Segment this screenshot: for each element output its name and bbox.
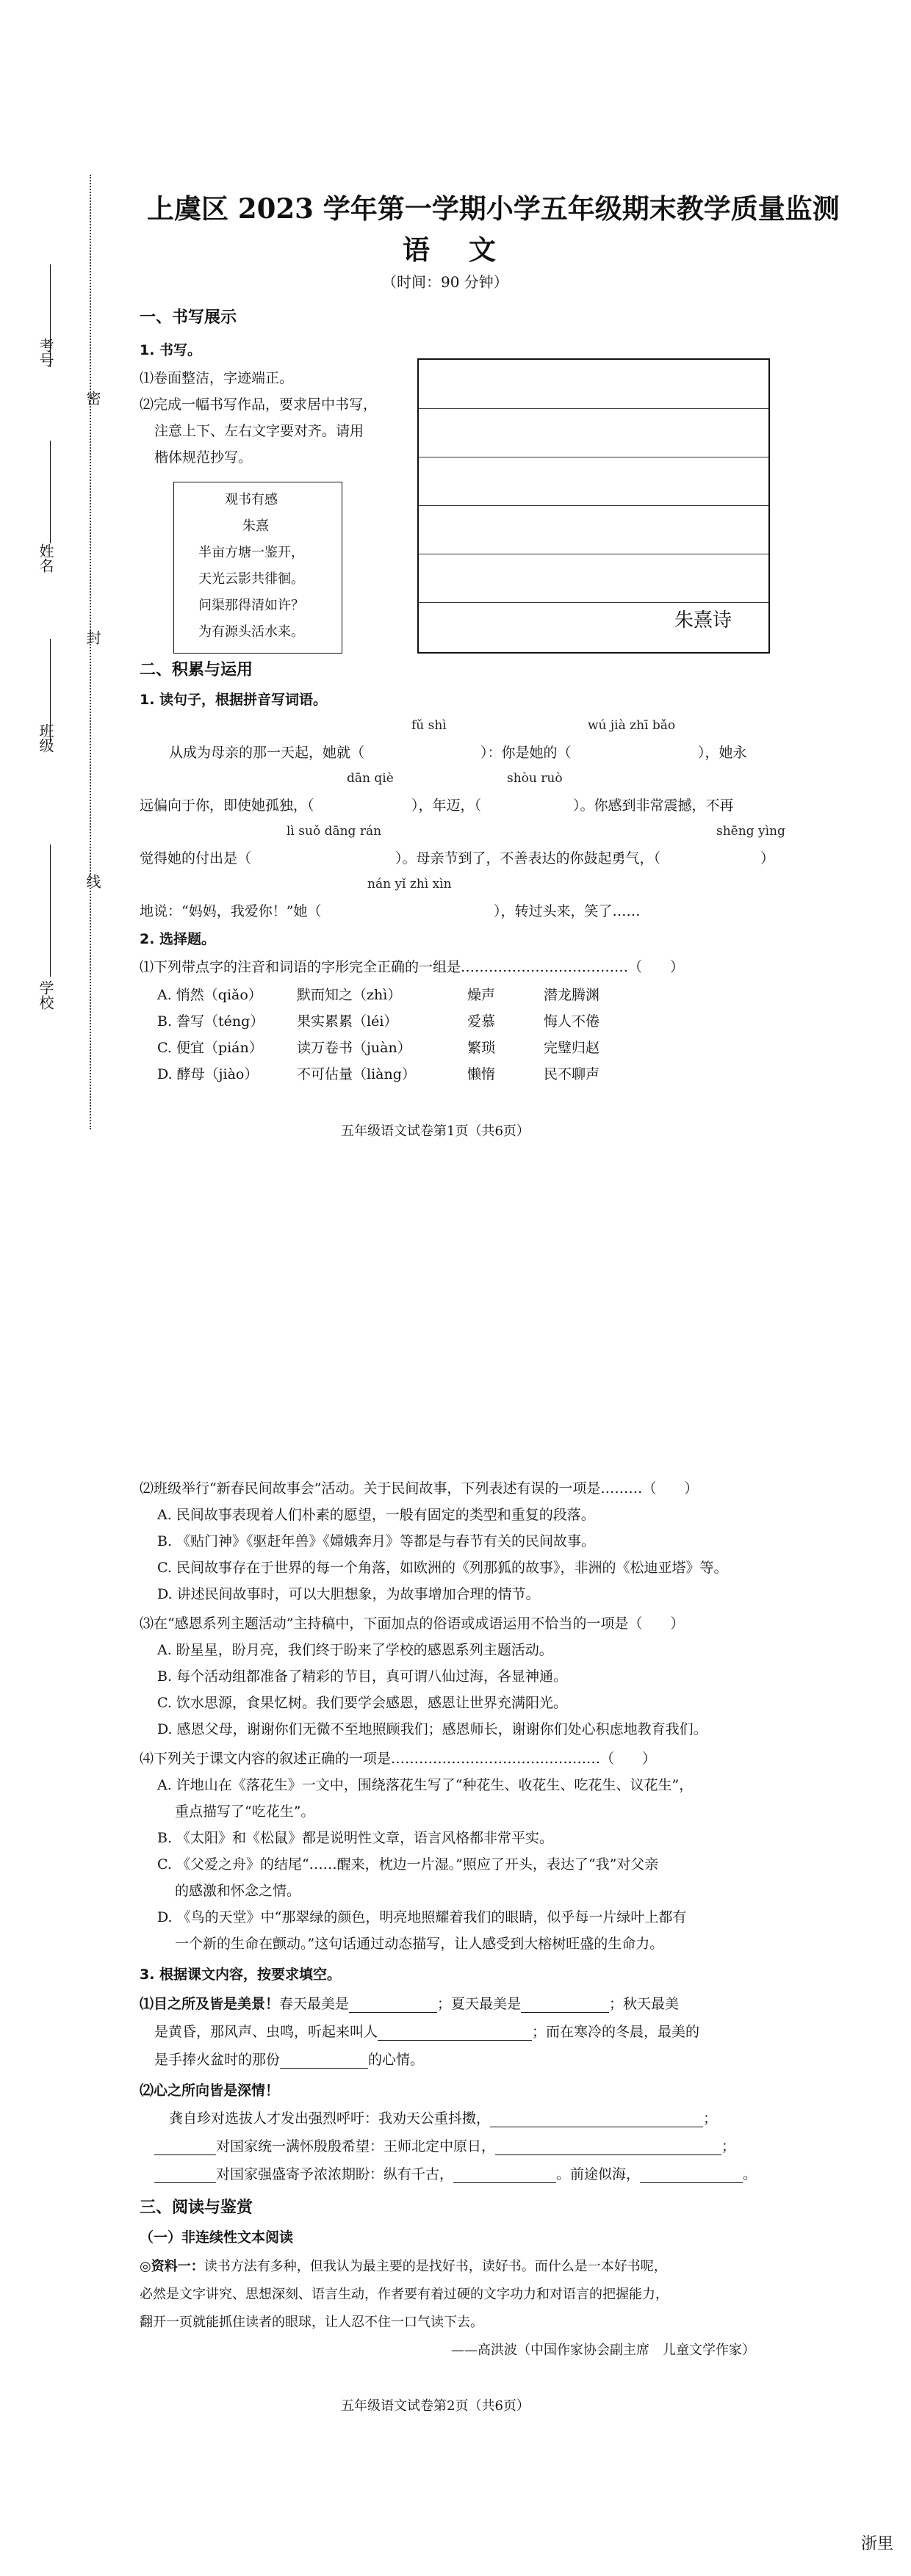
- school-field[interactable]: [50, 844, 51, 977]
- blank-qian-gu[interactable]: [453, 2168, 556, 2183]
- blank-autumn[interactable]: [378, 2026, 532, 2041]
- q2-1-option-b-1[interactable]: B. 誊写（téng）: [157, 1013, 264, 1030]
- passage-line4b: ），转过头来，笑了……: [494, 903, 641, 919]
- passage-line3a: 觉得她的付出是（: [140, 850, 252, 866]
- pinyin-7: nán yǐ zhì xìn: [367, 877, 452, 891]
- q2-4-option-d-line2: 一个新的生命在颤动。”这句话通过动态描写，让人感受到大榕树旺盛的生命力。: [175, 1936, 664, 1952]
- q3-2-text-1: 龚自珍对选拔人才发出强烈呼吁：我劝天公重抖擞，: [169, 2110, 491, 2127]
- pinyin-4: shòu ruò: [507, 771, 563, 786]
- q2-2-option-d[interactable]: D. 讲述民间故事时，可以大胆想象，为故事增加合理的情节。: [157, 1586, 540, 1602]
- corner-watermark-text: 浙里: [861, 2535, 894, 2553]
- q3-1-line3: [154, 2052, 424, 2069]
- q2-3-stem: ⑶在“感恩系列主题活动”主持稿中，下面加点的俗语或成语运用不恰当的一项是（ ）: [140, 1616, 685, 1632]
- q3-2-text-3b: 。前途似海，: [556, 2166, 641, 2182]
- pinyin-2: wú jià zhī bǎo: [588, 718, 676, 733]
- q2-3-option-d[interactable]: D. 感恩父母，谢谢你们无微不至地照顾我们；感恩师长，谢谢你们处心积虑地教育我们。: [157, 1721, 707, 1737]
- section2-q3-title: 3. 根据课文内容，按要求填空。: [140, 1967, 342, 1983]
- binding-dotted-line: [90, 175, 91, 1129]
- blank-qian-tu[interactable]: [640, 2168, 743, 2183]
- blank-winter[interactable]: [280, 2054, 368, 2069]
- blank-gong-zizhen[interactable]: [490, 2113, 703, 2127]
- q2-1-option-d-4: 民不聊声: [544, 1066, 600, 1082]
- q3-1-line1: [140, 1996, 679, 2013]
- section2-heading: 二、积累与运用: [140, 661, 253, 679]
- grid-line: [419, 408, 768, 409]
- poem-line-4: 为有源头活水来。: [198, 624, 304, 640]
- blank-spring[interactable]: [349, 1998, 437, 2013]
- q2-2-option-a[interactable]: A. 民间故事表现着人们朴素的愿望，一般有固定的类型和重复的段落。: [157, 1507, 595, 1523]
- pinyin-3: dān qiè: [347, 771, 394, 786]
- binding-marker-feng: 封: [84, 630, 101, 645]
- material1-line3: 翻开一页就能抓住读者的眼球，让人忍不住一口气读下去。: [140, 2315, 483, 2330]
- q2-4-option-b[interactable]: B. 《太阳》和《松鼠》都是说明性文章，语言风格都非常平实。: [157, 1830, 554, 1846]
- section1-item2-line3: 楷体规范抄写。: [154, 449, 253, 466]
- q2-1-option-a-2: 默而知之（zhì）: [297, 987, 402, 1003]
- q3-1-text-1c: ；秋天最美: [609, 1996, 680, 2012]
- q3-1-title: ⑴目之所及皆是美景！: [140, 1996, 280, 2012]
- q3-1-text-2b: ；而在寒冷的冬晨，最美的: [532, 2024, 700, 2040]
- section1-item2-line1: ⑵完成一幅书写作品，要求居中书写，: [140, 397, 378, 413]
- class-field[interactable]: [50, 639, 51, 742]
- q3-1-text-3a: 是手捧火盆时的那份: [154, 2052, 281, 2068]
- q2-1-option-c-3: 繁琐: [467, 1040, 496, 1056]
- q3-2-title: ⑵心之所向皆是深情！: [140, 2083, 280, 2099]
- q2-1-stem: ⑴下列带点字的注音和词语的字形完全正确的一组是………………………………（ ）: [140, 959, 685, 975]
- section1-item2-line2: 注意上下、左右文字要对齐。请用: [154, 423, 364, 439]
- label-class: 班级: [37, 723, 54, 753]
- blank-line3-start[interactable]: [154, 2168, 216, 2183]
- name-field[interactable]: [50, 441, 51, 543]
- passage-line4a: 地说：“妈妈，我爱你！”她（: [140, 903, 322, 919]
- q2-4-option-c-line1[interactable]: C. 《父爱之舟》的结尾“……醒来，枕边一片湿。”照应了开头，表达了“我”对父亲: [157, 1856, 659, 1873]
- section1-heading: 一、书写展示: [140, 308, 237, 327]
- q2-4-option-d-line1[interactable]: D. 《鸟的天堂》中“那翠绿的颜色，明亮地照耀着我们的眼睛，似乎每一片绿叶上都有: [157, 1909, 687, 1925]
- q3-2-line1: 龚自珍对选拔人才发出强烈呼吁：我劝天公重抖擞， ；: [169, 2110, 718, 2127]
- material1-line1: [140, 2259, 667, 2275]
- q2-1-option-a-1[interactable]: A. 悄然（qiǎo）: [157, 987, 262, 1003]
- q2-1-option-b-2: 果实累累（léi）: [297, 1013, 398, 1030]
- poem-title: 观书有感: [225, 492, 278, 507]
- q2-1-option-c-1[interactable]: C. 便宜（pián）: [157, 1040, 263, 1056]
- section3-sub1: （一）非连续性文本阅读: [140, 2229, 294, 2246]
- q2-4-option-c-line2: 的感激和怀念之情。: [175, 1883, 301, 1899]
- poem-line-1: 半亩方塘一鉴开，: [198, 545, 304, 560]
- grid-line: [419, 505, 768, 506]
- q2-4-option-a-line2: 重点描写了“吃花生”。: [175, 1803, 315, 1820]
- footer-page2: 五年级语文试卷第2页（共6页）: [341, 2398, 530, 2414]
- poem-line-2: 天光云影共徘徊。: [198, 571, 304, 587]
- passage-line1a: 从成为母亲的那一天起，她就（: [169, 745, 365, 761]
- poem-author: 朱熹: [242, 518, 269, 534]
- q3-1-text-3b: 的心情。: [368, 2052, 425, 2068]
- q2-1-option-b-4: 悔人不倦: [544, 1013, 600, 1030]
- section2-q1-title: 1. 读句子，根据拼音写词语。: [140, 692, 328, 708]
- q2-1-option-c-4: 完璧归赵: [544, 1040, 600, 1056]
- calligraphy-signature: 朱熹诗: [674, 609, 732, 632]
- binding-marker-mi: 密: [84, 391, 101, 405]
- q2-3-option-a[interactable]: A. 盼星星，盼月亮，我们终于盼来了学校的感恩系列主题活动。: [157, 1642, 553, 1658]
- passage-line2a: 远偏向于你，即使她孤独，（: [140, 797, 314, 814]
- passage-line3b: ）。母亲节到了，不善表达的你鼓起勇气，（: [395, 850, 661, 866]
- exam-subject: 语 文: [403, 234, 511, 266]
- q3-1-text-1a: 春天最美是: [279, 1996, 350, 2012]
- q2-1-option-a-4: 潜龙腾渊: [544, 987, 600, 1003]
- material1-source: ——高洪波（中国作家协会副主席 儿童文学作家）: [451, 2342, 755, 2358]
- exam-title: 上虞区 2023 学年第一学期小学五年级期末教学质量监测: [147, 192, 840, 225]
- q3-2-text-3a: 对国家强盛寄予浓浓期盼：纵有千古，: [216, 2166, 454, 2182]
- passage-line1b: ）：你是她的（: [480, 745, 572, 761]
- q2-3-option-b[interactable]: B. 每个活动组都准备了精彩的节目，真可谓八仙过海，各显神通。: [157, 1668, 568, 1685]
- footer-page1: 五年级语文试卷第1页（共6页）: [341, 1124, 530, 1139]
- q2-2-option-b[interactable]: B. 《贴门神》《驱赶年兽》《嫦娥奔月》等都是与春节有关的民间故事。: [157, 1533, 596, 1549]
- section1-q1-title: 1. 书写。: [140, 342, 202, 358]
- exam-number-field[interactable]: [50, 264, 51, 367]
- passage-line2c: ）。你感到非常震撼，不再: [573, 797, 734, 814]
- passage-line3c: ）: [760, 850, 775, 866]
- q3-1-text-1b: ；夏天最美是: [437, 1996, 522, 2012]
- section2-q2-title: 2. 选择题。: [140, 931, 216, 947]
- q3-1-text-2a: 是黄昏，那风声、虫鸣，听起来叫人: [154, 2024, 378, 2040]
- section3-heading: 三、阅读与鉴赏: [140, 2199, 253, 2217]
- label-school: 学校: [37, 980, 54, 1010]
- pinyin-1: fǔ shì: [411, 718, 447, 733]
- blank-line2-start[interactable]: [154, 2141, 216, 2155]
- q2-1-option-d-1[interactable]: D. 酵母（jiào）: [157, 1066, 259, 1082]
- pinyin-6: shēng yìng: [716, 824, 785, 839]
- q3-2-line3: 对国家强盛寄予浓浓期盼：纵有千古， 。前途似海， 。: [154, 2166, 757, 2183]
- label-name: 姓名: [37, 543, 54, 573]
- q2-3-option-c[interactable]: C. 饮水思源，食果忆树。我们要学会感恩，感恩让世界充满阳光。: [157, 1695, 567, 1711]
- passage-line2b: ），年迈，（: [411, 797, 482, 814]
- binding-marker-xian: 线: [84, 874, 101, 889]
- q2-1-option-c-2: 读万卷书（juàn）: [297, 1040, 411, 1056]
- q2-2-stem: ⑵班级举行“新春民间故事会”活动。关于民间故事，下列表述有误的一项是………（ ）: [140, 1480, 699, 1497]
- q2-1-option-b-3: 爱慕: [467, 1013, 496, 1030]
- q2-1-option-a-3: 燥声: [467, 987, 496, 1003]
- q2-4-stem: ⑷下列关于课文内容的叙述正确的一项是………………………………………（ ）: [140, 1751, 657, 1767]
- exam-time: （时间：90 分钟）: [382, 273, 508, 291]
- writing-grid[interactable]: [417, 358, 770, 654]
- q3-2-text-2: 对国家统一满怀殷殷希望：王师北定中原日，: [216, 2138, 496, 2154]
- q2-1-option-d-3: 懒惰: [467, 1066, 496, 1082]
- q3-2-line2: 对国家统一满怀殷殷希望：王师北定中原日， ；: [154, 2138, 735, 2155]
- label-exam-number: 考号: [37, 338, 54, 367]
- poem-line-3: 问渠那得清如许？: [198, 598, 304, 613]
- grid-line: [419, 602, 768, 603]
- passage-line1c: ），她永: [698, 745, 747, 761]
- q2-2-option-c[interactable]: C. 民间故事存在于世界的每一个角落，如欧洲的《列那狐的故事》，非洲的《松迪亚塔》等。: [157, 1560, 728, 1576]
- blank-summer[interactable]: [521, 1998, 609, 2013]
- q2-1-option-d-2: 不可估量（liàng）: [297, 1066, 416, 1082]
- pinyin-5: lì suǒ dāng rán: [287, 824, 382, 839]
- q3-1-line2: [154, 2024, 699, 2041]
- section1-item1: ⑴卷面整洁，字迹端正。: [140, 370, 294, 386]
- material1-text-1: 读书方法有多种，但我认为最主要的是找好书，读好书。而什么是一本好书呢，: [204, 2259, 667, 2274]
- q2-4-option-a-line1[interactable]: A. 许地山在《落花生》一文中，围绕落花生写了“种花生、收花生、吃花生、议花生”，: [157, 1777, 694, 1793]
- material1-line2: 必然是文字讲究、思想深刻、语言生动，作者要有着过硬的文字功力和对语言的把握能力，: [140, 2287, 669, 2302]
- blank-wang-shi[interactable]: [495, 2141, 721, 2155]
- material1-label: ◎资料一：: [140, 2259, 204, 2274]
